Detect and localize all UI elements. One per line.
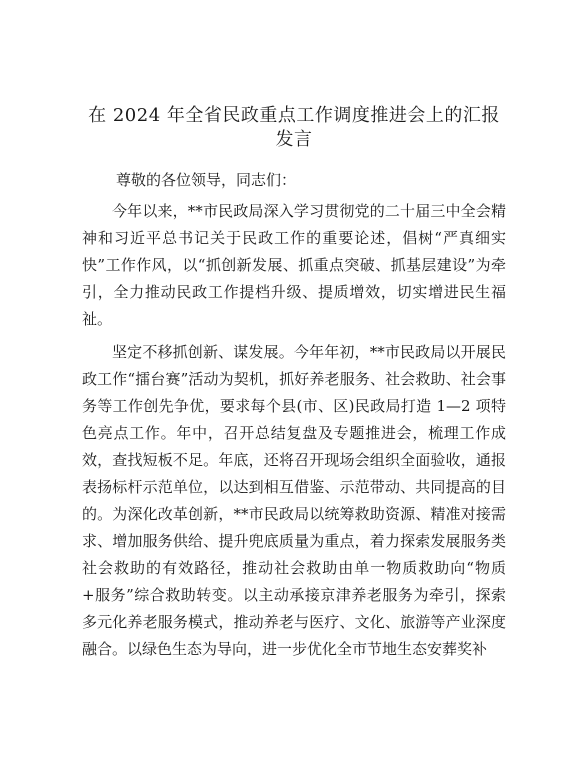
- salutation: 尊敬的各位领导，同志们：: [116, 171, 297, 189]
- paragraph-text: 今年以来，**市民政局深入学习贯彻党的二十届三中全会精神和习近平总书记关于民政工作的重要论述，倡树“严真细实快”工作作风，以“抓创新发展、抓重点突破、抓基层建设”为牵引，全力推动民政工作提档升级、提质增效，切实增进民生福祉。: [82, 202, 506, 328]
- paragraph-innovation: [82, 339, 506, 663]
- paragraph-text: 今年年初，**市民政局以开展民政工作“擂台赛”活动为契机，抓好养老服务、社会救助、社会事务等工作创先争优，要求每个县(市、区)民政局打造 1—2 项特色亮点工作。年中，召开总结复盘及专题推进会，梳理工作成效，查找短板不足。年底，还将召开现场会组织全面验收，通报表扬标杆示范单位，以达到相互借鉴、示范带动、共同提高的目的。为深化改革创新，**市民政局以统筹救助资源、精准对接需求、增加服务供给、提升兜底质量为重点，着力探索发展服务类社会救助的有效路径，推动社会救助由单一物质救助向“物质+服务”综合救助转变。以主动承接京津养老服务为牵引，探索多元化养老服务模式，推动养老与医疗、文化、旅游等产业深度融合。以绿色生态为导向，进一步优化全市节地生态安葬奖补: [82, 343, 506, 658]
- document-title: 在 2024 年全省民政重点工作调度推进会上的汇报发言: [88, 105, 500, 150]
- paragraph-intro: [82, 198, 506, 333]
- paragraph-lead: 坚定不移抓创新、谋发展。: [112, 343, 294, 361]
